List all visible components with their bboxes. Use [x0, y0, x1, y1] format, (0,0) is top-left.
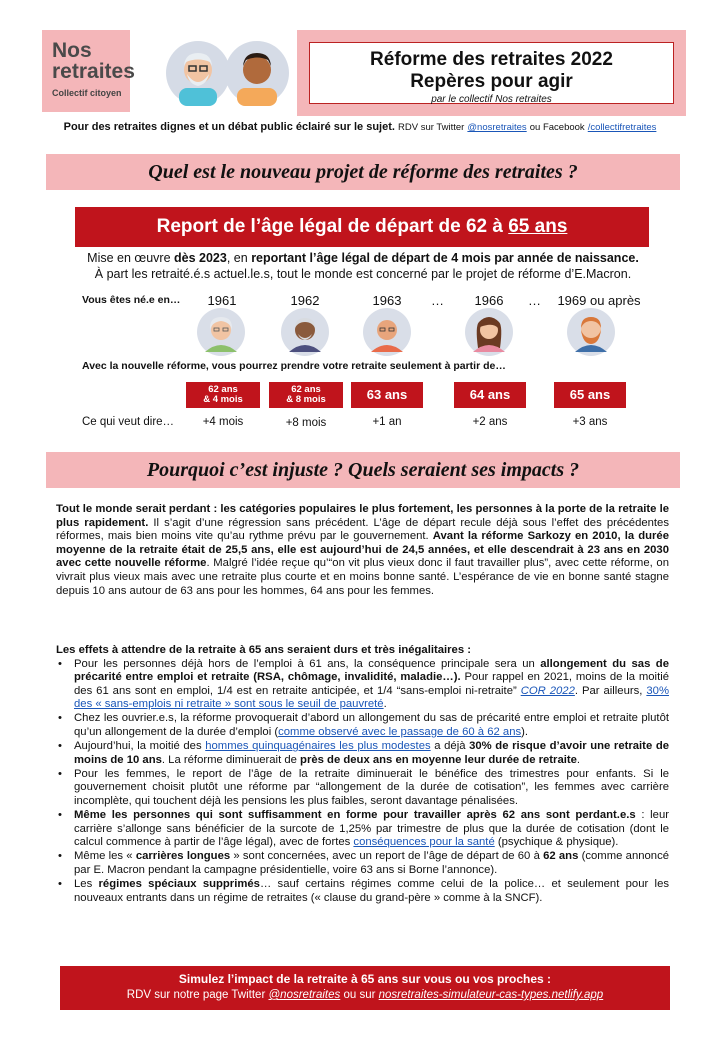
poverty-link[interactable]: 30% des « sans-emplois ni retraite » sont sous le seuil de pauvreté	[74, 684, 669, 711]
list-item: • Pour les personnes déjà hors de l’emploi à 61 ans, la conséquence principale sera un allongement du sas de précarité entre emploi et retraite (RSA, chômage, invalidité, maladie…). Pour rappel en 2021, moins de la moitié des 61 ans sont en emploi, 1/4 est en retraite anticipée, et 1/4 “sans-emploi ni-retraite” COR 2022. Par ailleurs, 30% des « sans-emplois ni retraite » sont sous le seuil de pauvreté.	[56, 658, 669, 712]
title-box	[297, 30, 686, 116]
logo	[42, 30, 135, 112]
age-badge-1963: 63 ans	[351, 382, 423, 408]
effects-list	[56, 658, 669, 906]
ellipsis: …	[431, 293, 444, 308]
logo-subtitle: Collectif citoyen	[52, 88, 122, 98]
list-item: • Aujourd’hui, la moitié des hommes quinquagénaires les plus modestes a déjà 30% de risque d’avoir une retraite de moins de 10 ans. La réforme diminuerait de près de deux ans en moyenne leur durée de retraite.	[56, 740, 669, 767]
logo-line1: Nos	[52, 39, 92, 62]
simulator-link[interactable]: nosretraites-simulateur-cas-types.netlify.app	[378, 989, 604, 1001]
grandfather-icon	[281, 308, 329, 356]
delta-1963: +1 an	[372, 416, 402, 428]
two-faces-icon	[165, 40, 290, 106]
list-item: • Même les « carrières longues » sont concernées, avec un report de l’âge de départ de 60 à 62 ans (comme annoncé par E. Macron pendant la campagne présidentielle, voire 63 ans si Borne l’annonce).	[56, 850, 669, 877]
year-1961: 1961	[207, 293, 237, 308]
facebook-link[interactable]: /collectifretraites	[587, 122, 657, 133]
ellipsis: …	[528, 293, 541, 308]
grandmother-icon	[197, 308, 245, 356]
logo-line2: retraites	[52, 60, 135, 83]
age-badge-1961: 62 ans & 4 mois	[186, 382, 260, 408]
year-1969-plus: 1969 ou après	[557, 293, 641, 308]
age-badge-1966: 64 ans	[454, 382, 526, 408]
means-label: Ce qui veut dire…	[82, 416, 175, 428]
list-item: • Pour les femmes, le report de l’âge de la retraite diminuerait le bénéfice des trimestres pour enfants. Si le gouvernement choisit plutôt une réforme par “allongement de la durée de cotisation”, les femmes avec carrière incomplète, qui touchent déjà les pensions les plus faibles, seront davantage pénalisées.	[56, 768, 669, 809]
title-byline: par le collectif Nos retraites	[431, 94, 552, 105]
woman-icon	[465, 308, 513, 356]
retirement-60-62-link[interactable]: comme observé avec le passage de 60 à 62 ans	[278, 726, 522, 739]
age-badge-1969: 65 ans	[554, 382, 626, 408]
health-consequences-link[interactable]: conséquences pour la santé	[353, 836, 495, 849]
born-label: Vous êtes né.e en…	[82, 294, 181, 306]
page-title: Réforme des retraites 2022	[370, 49, 613, 70]
list-item: • Chez les ouvrier.e.s, la réforme provoquerait d’abord un allongement du sas de précarité entre emploi et retraite plutôt qu’un allongement de la durée d’emploi (comme observé avec le passage de 60 à 62 ans).	[56, 712, 669, 739]
list-item: • Les régimes spéciaux supprimés… sauf certains régimes comme celui de la police… et seulement pour les nouveaux entrants dans un régime de retraites (« clause du grand-père » comme à la SNCF).	[56, 878, 669, 905]
delta-1962: +8 mois	[285, 417, 327, 429]
effects-title: Les effets à attendre de la retraite à 65 ans seraient durs et très inégalitaires :	[56, 644, 472, 656]
age-badge-1962: 62 ans & 8 mois	[269, 382, 343, 408]
bald-man-icon	[363, 308, 411, 356]
list-item: • Même les personnes qui sont suffisamment en forme pour travailler après 62 ans sont perdant.e.s : leur carrière s’allonge sans bénéficier de la surcote de 1,25% par trimestre de plus que la durée de cotisation (dont le calcul commence à partir de l’âge légal), avec de fortes conséquences pour la santé (psychique & physique).	[56, 809, 669, 850]
intro-text: Mise en œuvre dès 2023, en reportant l’âge légal de départ de 4 mois par année de naissance. À part les retraité.é.s actuel.le.s, tout le monde est concerné par le projet de réforme d’E.Macron.	[87, 251, 639, 281]
tagline: Pour des retraites dignes et un débat public éclairé sur le sujet. RDV sur Twitter @nosretraites ou Facebook /collectifretraites	[63, 121, 657, 133]
section-question-1: Quel est le nouveau projet de réforme des retraites ?	[46, 154, 680, 190]
delta-1969: +3 ans	[572, 416, 608, 428]
new-reform-label: Avec la nouvelle réforme, vous pourrez prendre votre retraite seulement à partir de…	[82, 360, 506, 372]
report-banner: Report de l’âge légal de départ de 62 à 65 ans	[75, 207, 649, 247]
year-1962: 1962	[290, 293, 320, 308]
footer-twitter-link[interactable]: @nosretraites	[268, 989, 341, 1001]
modest-men-link[interactable]: hommes quinquagénaires les plus modestes	[205, 740, 431, 753]
year-1963: 1963	[372, 293, 402, 308]
intro-paragraph: Tout le monde serait perdant : les catégories populaires le plus fortement, les personnes à la porte de la retraite le plus rapidement. Il s’agit d’une régression sans précédent. L’âge de départ recule déjà sous l’effet des précédentes réformes, mais bien moins vite qu’au rythme prévu par le gouvernement. Avant la réforme Sarkozy en 2010, la durée moyenne de la retraite était de 25,5 ans, elle est aujourd’hui de 24,5 années, et elle descendrait à 23 ans en 2030 avec cette nouvelle réforme. Malgré l’idée reçue qu’“on vit plus vieux donc il faut travailler plus”, avec cette réforme, on vivrait plus vieux mais avec une retraite plus courte et en moins bonne santé. L’espérance de vie en bonne santé stagne depuis 10 ans autour de 63 ans pour les hommes, 64 ans pour les femmes.	[56, 503, 670, 597]
footer-banner: Simulez l’impact de la retraite à 65 ans sur vous ou vos proches : RDV sur notre page Twitter @nosretraites ou sur nosretraites-simulateur-cas-types.netlify.app	[60, 966, 670, 1010]
twitter-link[interactable]: @nosretraites	[467, 122, 527, 133]
cor-2022-link[interactable]: COR 2022	[520, 684, 575, 697]
section-question-2: Pourquoi c’est injuste ? Quels seraient ses impacts ?	[46, 452, 680, 488]
footer-title: Simulez l’impact de la retraite à 65 ans sur vous ou vos proches :	[178, 972, 552, 986]
page-subtitle: Repères pour agir	[410, 71, 573, 92]
bearded-man-icon	[567, 308, 615, 356]
year-1966: 1966	[474, 293, 504, 308]
delta-1961: +4 mois	[202, 416, 244, 428]
effects-section	[56, 644, 669, 906]
delta-1966: +2 ans	[472, 416, 508, 428]
